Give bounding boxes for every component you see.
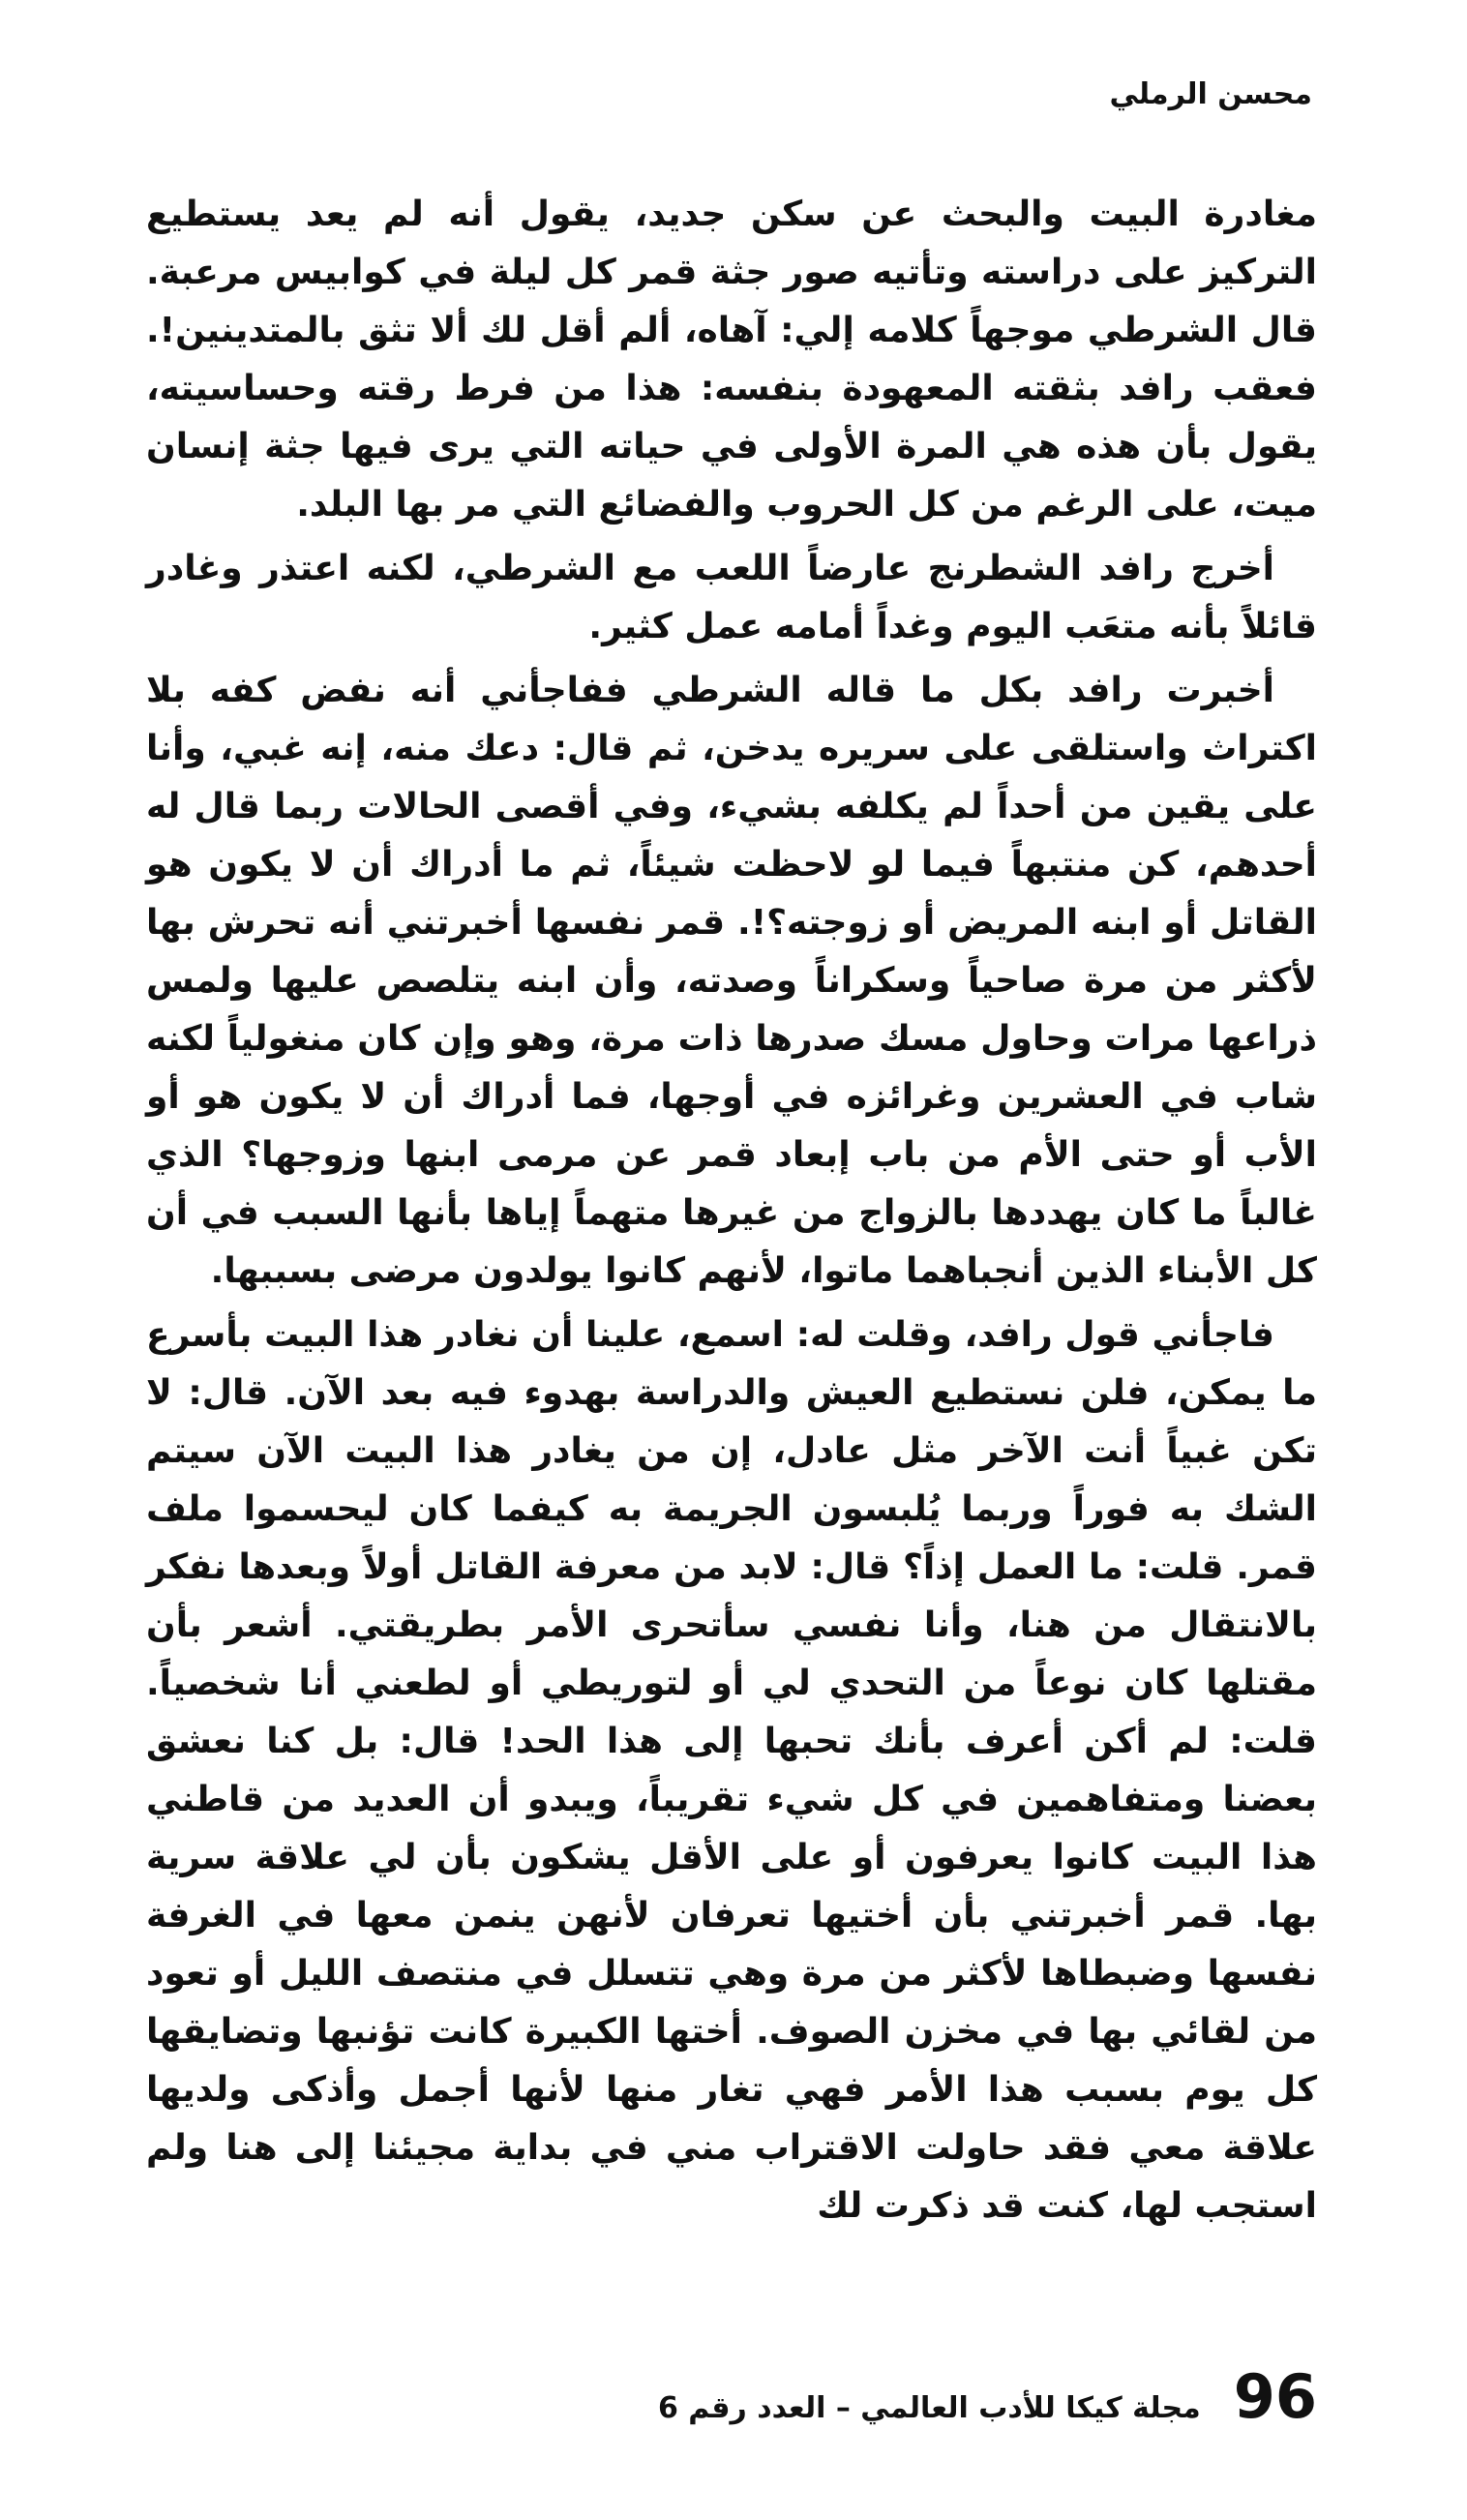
paragraph: أخبرت رافد بكل ما قاله الشرطي ففاجأني أنه نفض كفه بلا اكتراث واستلقى على سريره يدخن، ثم قال: دعك منه، إنه غبي، وأنا على يقين من أحداً لم يكلفه بشيء، وفي أقصى الحالات ربما قال له أحدهم، كن منتبهاً فيما لو لاحظت شيئاً، ثم ما أدراك أن لا يكون هو القاتل أو ابنه المريض أو زوجته؟!. قمر نفسها أخبرتني أنه تحرش بها لأكثر من مرة صاحياً وسكراناً وصدته، وأن ابنه يتلصص عليها ولمس ذراعها مرات وحاول مسك صدرها ذات مرة، وهو وإن كان منغولياً لكنه شاب في العشرين وغرائزه في أوجها، فما أدراك أن لا يكون هو أو الأب أو حتى الأم من باب إبعاد قمر عن مرمى ابنها وزوجها؟ الذي غالباً ما كان يهددها بالزواج من غيرها متهماً إياها بأنها السبب في أن كل الأبناء الذين أنجباهما ماتوا، لأنهم كانوا يولدون مرضى بسببها. [146, 671, 1317, 1291]
body-text [146, 186, 1317, 2241]
journal-title: مجلة كيكا للأدب العالمي – العدد رقم 6 [657, 2391, 1201, 2425]
paragraph: مغادرة البيت والبحث عن سكن جديد، يقول أنه لم يعد يستطيع التركيز على دراسته وتأتيه صور جثة قمر كل ليلة في كوابيس مرعبة. قال الشرطي موجهاً كلامه إلي: آهاه، ألم أقل لك ألا تثق بالمتدينين!. فعقب رافد بثقته المعهودة بنفسه: هذا من فرط رقته وحساسيته، يقول بأن هذه هي المرة الأولى في حياته التي يرى فيها جثة إنسان ميت، على الرغم من كل الحروب والفضائع التي مر بها البلد. [146, 195, 1317, 525]
page-number: 96 [1233, 2361, 1317, 2432]
page-footer [658, 2363, 1317, 2431]
running-header-author: محسن الرملي [1109, 77, 1312, 111]
paragraph: أخرج رافد الشطرنج عارضاً اللعب مع الشرطي، لكنه اعتذر وغادر قائلاً بأنه متعَب اليوم وغداً أمامه عمل كثير. [146, 549, 1317, 646]
paragraph: فاجأني قول رافد، وقلت له: اسمع، علينا أن نغادر هذا البيت بأسرع ما يمكن، فلن نستطيع العيش والدراسة بهدوء فيه بعد الآن. قال: لا تكن غبياً أنت الآخر مثل عادل، إن من يغادر هذا البيت الآن سيتم الشك به فوراً وربما يُلبسون الجريمة به كيفما كان ليحسموا ملف قمر. قلت: ما العمل إذاً؟ قال: لابد من معرفة القاتل أولاً وبعدها نفكر بالانتقال من هنا، وأنا نفسي سأتحرى الأمر بطريقتي. أشعر بأن مقتلها كان نوعاً من التحدي لي أو لتوريطي أو لطعني أنا شخصياً. قلت: لم أكن أعرف بأنك تحبها إلى هذا الحد! قال: بل كنا نعشق بعضنا ومتفاهمين في كل شيء تقريباً، ويبدو أن العديد من قاطني هذا البيت كانوا يعرفون أو على الأقل يشكون بأن لي علاقة سرية بها. قمر أخبرتني بأن أختيها تعرفان لأنهن ينمن معها في الغرفة نفسها وضبطاها لأكثر من مرة وهي تتسلل في منتصف الليل أو تعود من لقائي بها في مخزن الصوف. أختها الكبيرة كانت تؤنبها وتضايقها كل يوم بسبب هذا الأمر فهي تغار منها لأنها أجمل وأذكى ولديها علاقة معي فقد حاولت الاقتراب مني في بداية مجيئنا إلى هنا ولم استجب لها، كنت قد ذكرت لك [146, 1315, 1317, 2226]
